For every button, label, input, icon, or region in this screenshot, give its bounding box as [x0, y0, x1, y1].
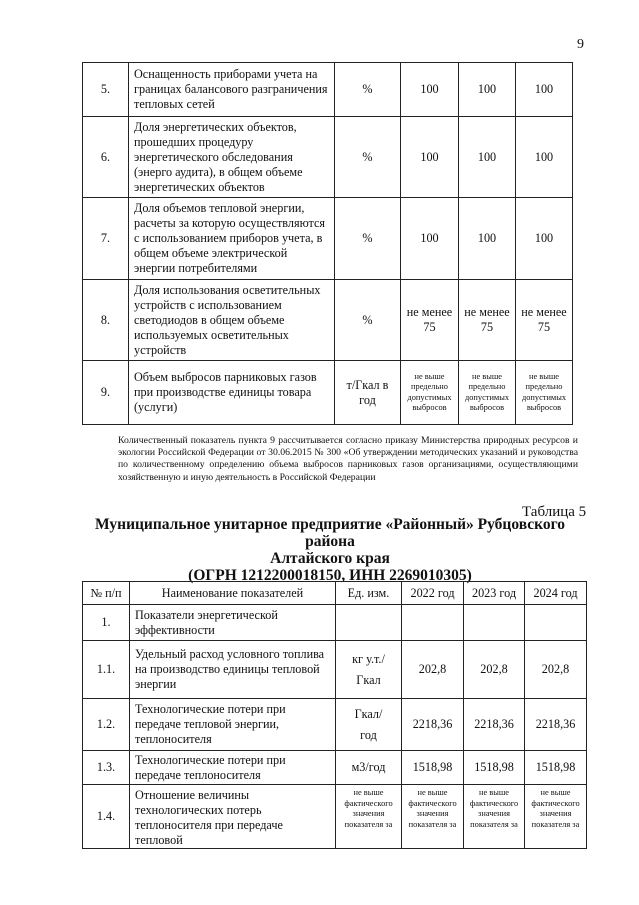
- value-2024: 2218,36: [525, 699, 587, 751]
- header-name: Наименование показателей: [130, 582, 336, 605]
- indicator-name: Объем выбросов парниковых газов при производстве единицы товара (услуги): [129, 361, 335, 425]
- table-row: [83, 117, 573, 198]
- value-2022: 202,8: [402, 641, 464, 699]
- table-header-row: [83, 582, 587, 605]
- value-2023: 100: [459, 117, 516, 198]
- value-2022: не менее 75: [401, 280, 459, 361]
- unit-cell: [336, 641, 402, 699]
- row-number: 1.: [83, 605, 130, 641]
- value-2022: 100: [401, 198, 459, 280]
- table-row: [83, 785, 587, 849]
- value-2023: [464, 605, 525, 641]
- header-num: № п/п: [83, 582, 130, 605]
- table-row: [83, 605, 587, 641]
- value-2024: 100: [516, 117, 573, 198]
- row-number: 5.: [83, 63, 129, 117]
- row-number: 1.2.: [83, 699, 130, 751]
- value-2024: 100: [516, 198, 573, 280]
- value-2022: 2218,36: [402, 699, 464, 751]
- indicator-name: Показатели энергетической эффективности: [130, 605, 336, 641]
- unit-cell: %: [335, 280, 401, 361]
- unit-cell: %: [335, 198, 401, 280]
- value-2023: не выше предельно допустимых выбросов: [459, 361, 516, 425]
- unit-cell: м3/год: [336, 751, 402, 785]
- header-2023: 2023 год: [464, 582, 525, 605]
- table-row: [83, 198, 573, 280]
- indicator-name: Технологические потери при передаче тепловой энергии, теплоносителя: [130, 699, 336, 751]
- unit-cell: [336, 699, 402, 751]
- table-label: Таблица 5: [522, 504, 587, 520]
- indicator-name: Удельный расход условного топлива на производство единицы тепловой энергии: [130, 641, 336, 699]
- header-2022: 2022 год: [402, 582, 464, 605]
- unit-line-1: кг у.т./: [352, 651, 385, 666]
- row-number: 1.1.: [83, 641, 130, 699]
- indicator-name: Доля использования осветительных устройств с использованием светодиодов в общем объеме используемых осветительных устройств: [129, 280, 335, 361]
- value-2023: 202,8: [464, 641, 525, 699]
- unit-cell: т/Гкал в год: [335, 361, 401, 425]
- table-row: [83, 699, 587, 751]
- value-2023: 2218,36: [464, 699, 525, 751]
- value-2022: не выше фактического значения показателя за: [402, 785, 464, 849]
- indicator-name: Оснащенность приборами учета на границах балансового разграничения тепловых сетей: [129, 63, 335, 117]
- indicators-table: [82, 581, 587, 849]
- unit-cell: [336, 605, 402, 641]
- unit-line-2: год: [360, 727, 377, 742]
- value-2022: 100: [401, 63, 459, 117]
- value-2023: 100: [459, 198, 516, 280]
- value-2024: не менее 75: [516, 280, 573, 361]
- value-2022: 100: [401, 117, 459, 198]
- value-2024: 202,8: [525, 641, 587, 699]
- row-number: 7.: [83, 198, 129, 280]
- indicators-table-continued: [82, 62, 573, 425]
- indicator-name: Отношение величины технологических потерь теплоносителя при передаче тепловой: [130, 785, 336, 849]
- value-2023: 100: [459, 63, 516, 117]
- unit-cell: %: [335, 63, 401, 117]
- unit-cell: %: [335, 117, 401, 198]
- value-2024: 1518,98: [525, 751, 587, 785]
- row-number: 1.4.: [83, 785, 130, 849]
- row-number: 6.: [83, 117, 129, 198]
- org-title-line: (ОГРН 1212200018150, ИНН 2269010305): [188, 567, 472, 584]
- value-2023: не выше фактического значения показателя за: [464, 785, 525, 849]
- value-2024: не выше фактического значения показателя за: [525, 785, 587, 849]
- header-unit: Ед. изм.: [336, 582, 402, 605]
- unit-cell: не выше фактического значения показателя за: [336, 785, 402, 849]
- value-2024: [525, 605, 587, 641]
- table-row: [83, 63, 573, 117]
- org-title-line: Муниципальное унитарное предприятие «Районный» Рубцовского района: [94, 516, 566, 550]
- table-row: [83, 361, 573, 425]
- row-number: 1.3.: [83, 751, 130, 785]
- value-2023: 1518,98: [464, 751, 525, 785]
- value-2023: не менее 75: [459, 280, 516, 361]
- header-2024: 2024 год: [525, 582, 587, 605]
- table-row: [83, 751, 587, 785]
- indicator-name: Технологические потери при передаче теплоносителя: [130, 751, 336, 785]
- value-2024: не выше предельно допустимых выбросов: [516, 361, 573, 425]
- unit-line-2: Гкал: [356, 672, 381, 687]
- row-number: 9.: [83, 361, 129, 425]
- page-number: 9: [577, 37, 584, 52]
- unit-line-1: Гкал/: [354, 706, 383, 721]
- table-row: [83, 280, 573, 361]
- organization-title: [70, 516, 590, 584]
- value-2024: 100: [516, 63, 573, 117]
- org-title-line: Алтайского края: [270, 550, 390, 567]
- value-2022: не выше предельно допустимых выбросов: [401, 361, 459, 425]
- value-2022: [402, 605, 464, 641]
- footnote: Количественный показатель пункта 9 рассчитывается согласно приказу Министерства природных ресурсов и экологии Российской Федерации от 30.06.2015 № 300 «Об утверждении методических указаний и руководства по количественному определению объема выбросов парниковых газов организациями, осуществляющими хозяйственную и иную деятельность в Российской Федерации: [118, 435, 578, 483]
- table-row: [83, 641, 587, 699]
- indicator-name: Доля энергетических объектов, прошедших процедуру энергетического обследования (энерго аудита), в общем объеме энергетических объектов: [129, 117, 335, 198]
- row-number: 8.: [83, 280, 129, 361]
- indicator-name: Доля объемов тепловой энергии, расчеты за которую осуществляются с использованием приборов учета, в общем объеме электрической энергии потребителями: [129, 198, 335, 280]
- value-2022: 1518,98: [402, 751, 464, 785]
